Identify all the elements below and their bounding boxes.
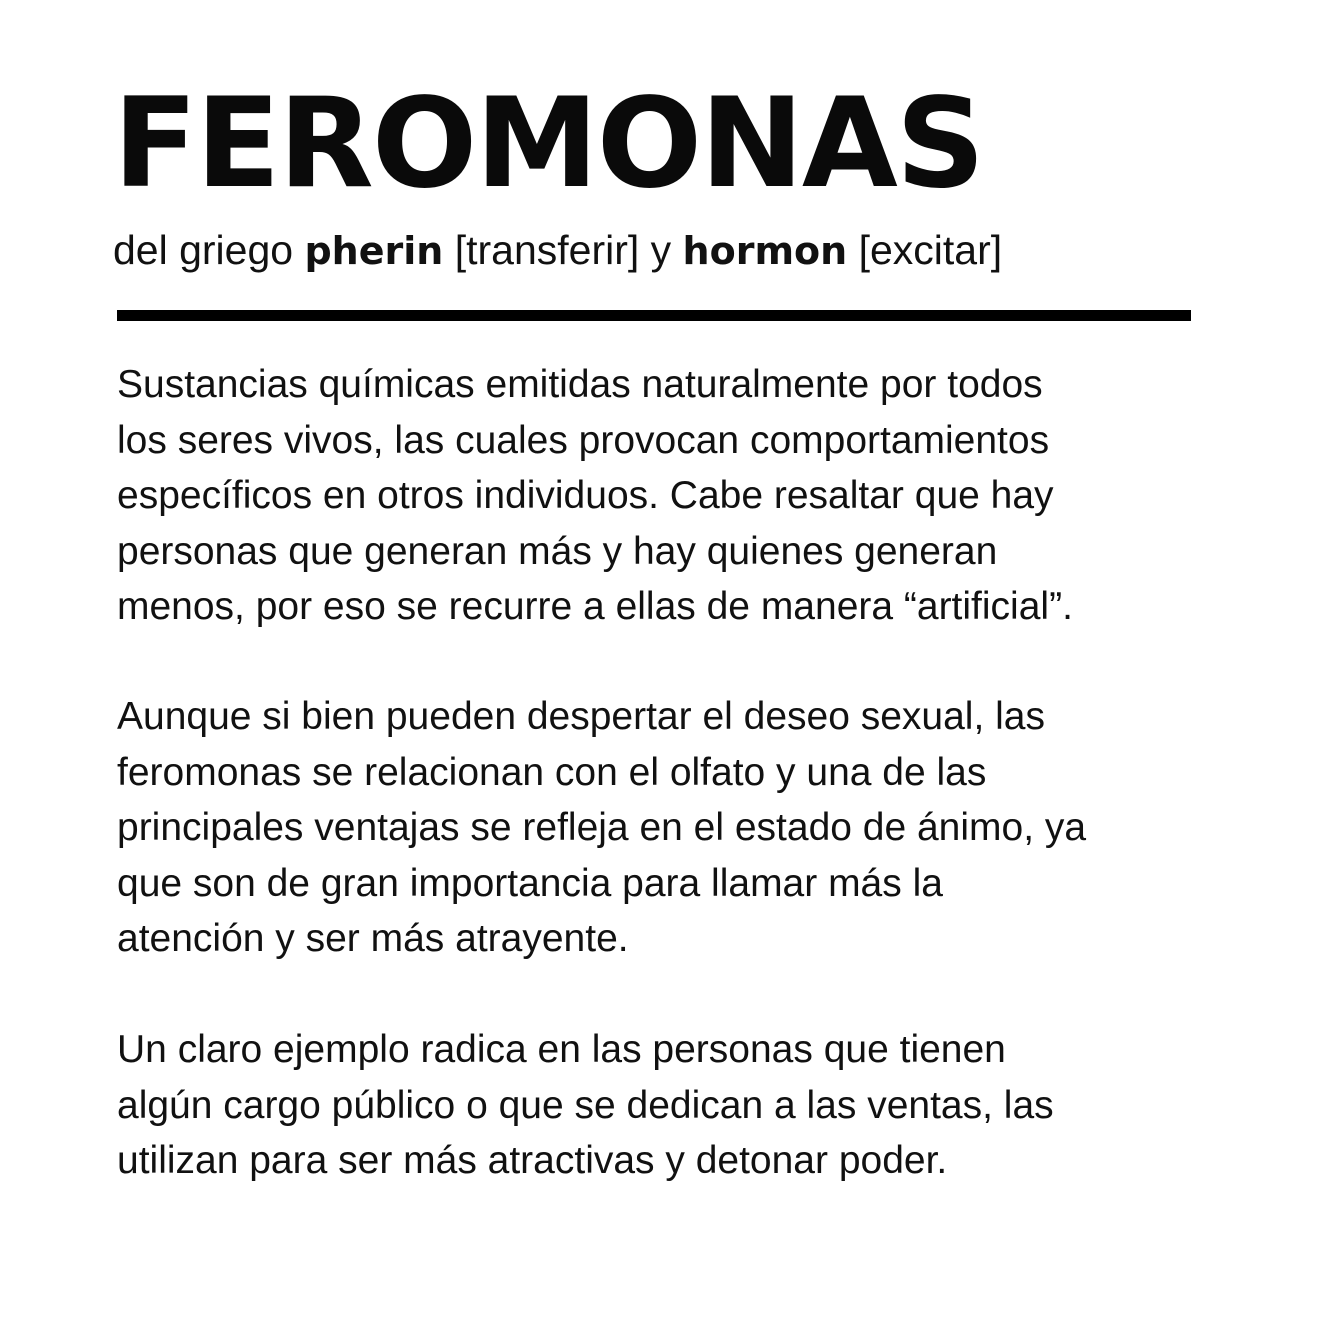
etymology-line <box>113 224 1002 277</box>
paragraph-line: Un claro ejemplo radica en las personas que tienen <box>117 1028 1006 1071</box>
etymology-meaning-transferir: [transferir] y <box>443 227 683 273</box>
paragraph-line: personas que generan más y hay quienes generan <box>117 529 998 573</box>
paragraph-line: que son de gran importancia para llamar más la <box>117 861 943 905</box>
paragraph-line: principales ventajas se refleja en el estado de ánimo, ya <box>117 806 1087 849</box>
paragraph-line: atención y ser más atrayente. <box>117 917 629 960</box>
etymology-prefix: del griego <box>113 227 305 273</box>
divider-rule <box>117 310 1191 321</box>
paragraph-line: feromonas se relacionan con el olfato y una de las <box>117 750 987 794</box>
paragraph-line: utilizan para ser más atractivas y detonar poder. <box>117 1139 948 1182</box>
paragraph-effects <box>117 689 1237 967</box>
paragraph-definition <box>117 357 1237 635</box>
etymology-word-hormon: hormon <box>682 229 848 273</box>
paragraph-line: los seres vivos, las cuales provocan comportamientos <box>117 418 1050 462</box>
paragraph-example <box>117 1022 1237 1189</box>
paragraph-line: menos, por eso se recurre a ellas de manera “artificial”. <box>117 585 1073 628</box>
page-title: FEROMONAS <box>113 72 984 216</box>
etymology-word-pherin: pherin <box>304 229 444 273</box>
paragraph-line: algún cargo público o que se dedican a las ventas, las <box>117 1083 1054 1127</box>
paragraph-line: específicos en otros individuos. Cabe resaltar que hay <box>117 474 1054 517</box>
paragraph-line: Sustancias químicas emitidas naturalmente por todos <box>117 363 1043 406</box>
etymology-meaning-excitar: [excitar] <box>847 227 1003 273</box>
paragraph-line: Aunque si bien pueden despertar el deseo sexual, las <box>117 695 1045 738</box>
